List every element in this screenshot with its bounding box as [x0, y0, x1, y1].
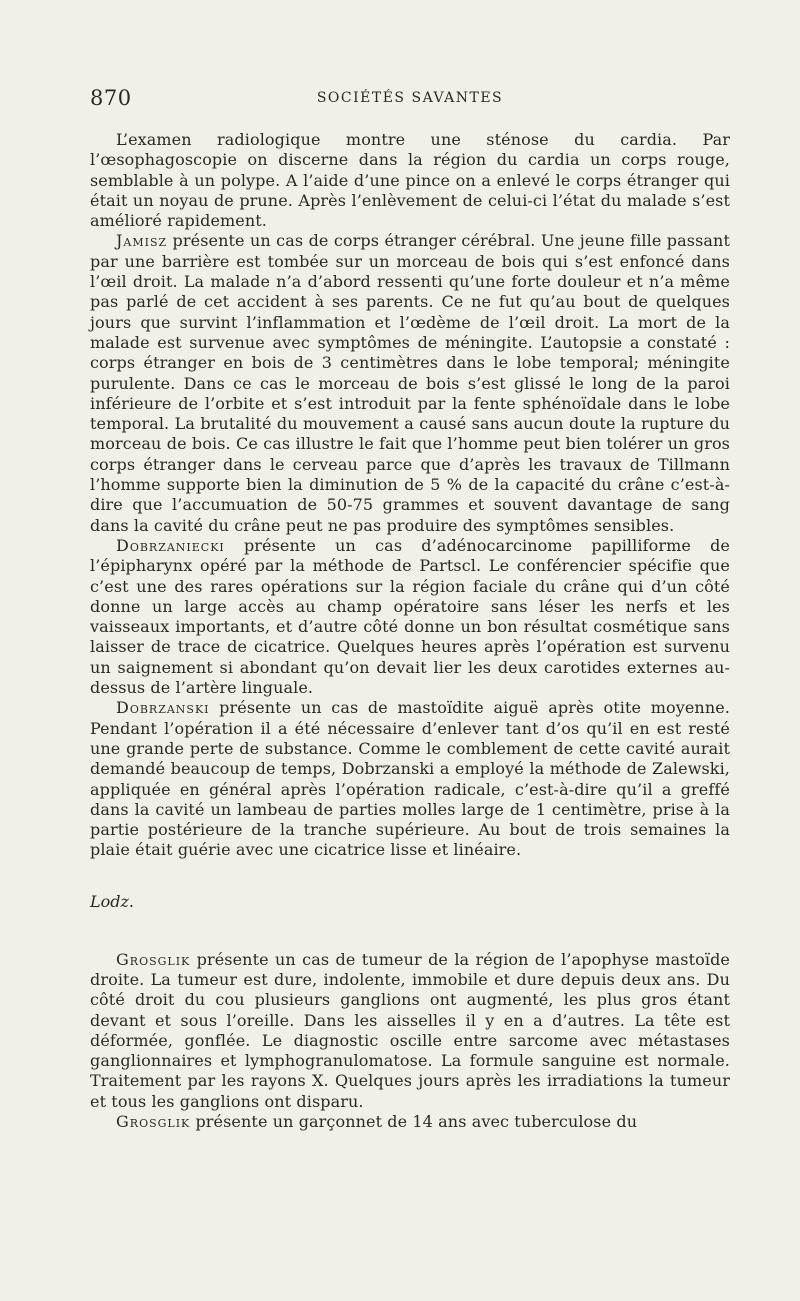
paragraph-dobrzaniecki: [90, 536, 730, 698]
paragraph-text: présente un cas d’adénocarcinome papilliforme de l’épipharynx opéré par la méthode de Partscl. Le conférencier spécifie que c’est une des rares opérations sur la région faciale du crâne qui d’un côté donne un large accès au champ opératoire sans léser les nerfs et les vaisseaux importants, et d’autre côté donne un bon résultat cosmétique sans laisser de trace de cicatrice. Quelques heures après l’opération est survenu un saignement si abondant qu’on devait lier les deux carotides externes au-dessus de l’artère linguale.: [90, 535, 730, 698]
paragraph-text: présente un cas de tumeur de la région de l’apophyse mastoïde droite. La tumeur est dure, indolente, immobile et dure depuis deux ans. Du côté droit du cou plusieurs ganglions ont augmenté, les plus gros étant devant et sous l’oreille. Dans les aisselles il y en a d’autres. La tête est déformée, gonflée. Le diagnostic oscille entre sarcome avec métastases ganglionnaires et lymphogranulomatose. La formule sanguine est normale. Traitement par les rayons X. Quelques jours après les irradiations la tumeur et tous les ganglions ont disparu.: [90, 949, 730, 1111]
author-name: Grosglik: [116, 1112, 191, 1132]
paragraph-examen: [90, 130, 730, 231]
paragraph-text: présente un garçonnet de 14 ans avec tuberculose du: [190, 1112, 638, 1132]
section-heading-lodz: Lodz.: [90, 891, 135, 911]
page-number: 870: [90, 86, 132, 110]
author-name: Dobrzanski: [116, 698, 210, 718]
author-name: Grosglik: [116, 949, 191, 969]
paragraph-text: présente un cas de corps étranger cérébral. Une jeune fille passant par une barrière est tombée sur un morceau de bois qui s’est enfoncé dans l’œil droit. La malade n’a d’abord ressenti qu’une forte douleur et n’a même pas parlé de cet accident à ses parents. Ce ne fut qu’au bout de quelques jours que survint l’inflammation et l’œdème de l’œil droit. La mort de la malade est survenue avec symptômes de méningite. L’autopsie a constaté : corps étranger en bois de 3 centimètres dans le lobe temporal; méningite purulente. Dans ce cas le morceau de bois s’est glissé le long de la paroi inférieure de l’orbite et s’est introduit par la fente sphénoïdale dans le lobe temporal. La brutalité du mouvement a causé sans aucun doute la rupture du morceau de bois. Ce cas illustre le fait que l’homme peut bien tolérer un gros corps étranger dans le cerveau parce que d’après les travaux de Tillmann l’homme supporte bien la diminution de 5 % de la capacité du crâne c’est-à-dire que l’accumuation de 50-75 grammes et souvent davantage de sang dans la cavité du crâne peut ne pas produire des symptômes sensibles.: [90, 231, 730, 535]
paragraph-text: présente un cas de mastoïdite aiguë après otite moyenne. Pendant l’opération il a été nécessaire d’enlever tant d’os qu’il en est resté une grande perte de substance. Comme le comblement de cette cavité aurait demandé beaucoup de temps, Dobrzanski a employé la méthode de Zalewski, appliquée en général après l’opération radicale, c’est-à-dire qu’il a greffé dans la cavité un lambeau de parties molles large de 1 centimètre, prise à la partie postérieure de la tranche supérieure. Au bout de trois semaines la plaie était guérie avec une cicatrice lisse et linéaire.: [90, 698, 730, 860]
paragraph-dobrzanski: [90, 698, 730, 860]
paragraph-grosglik-tumeur: [90, 950, 730, 1112]
running-title: SOCIÉTÉS SAVANTES: [316, 90, 504, 106]
paragraph-grosglik-garconnet: [90, 1112, 730, 1132]
author-name: Dobrzaniecki: [116, 535, 225, 555]
body-text: [90, 130, 730, 1132]
page-header: [90, 86, 730, 110]
paragraph-jamisz: [90, 231, 730, 535]
author-name: Jamisz: [116, 231, 168, 251]
paragraph-text: L’examen radiologique montre une sténose du cardia. Par l’œsophagoscopie on discerne dans la région du cardia un corps rouge, semblable à un polype. A l’aide d’une pince on a enlevé le corps étranger qui était un noyau de prune. Après l’enlèvement de celui-ci l’état du malade s’est amélioré rapidement.: [90, 130, 730, 231]
